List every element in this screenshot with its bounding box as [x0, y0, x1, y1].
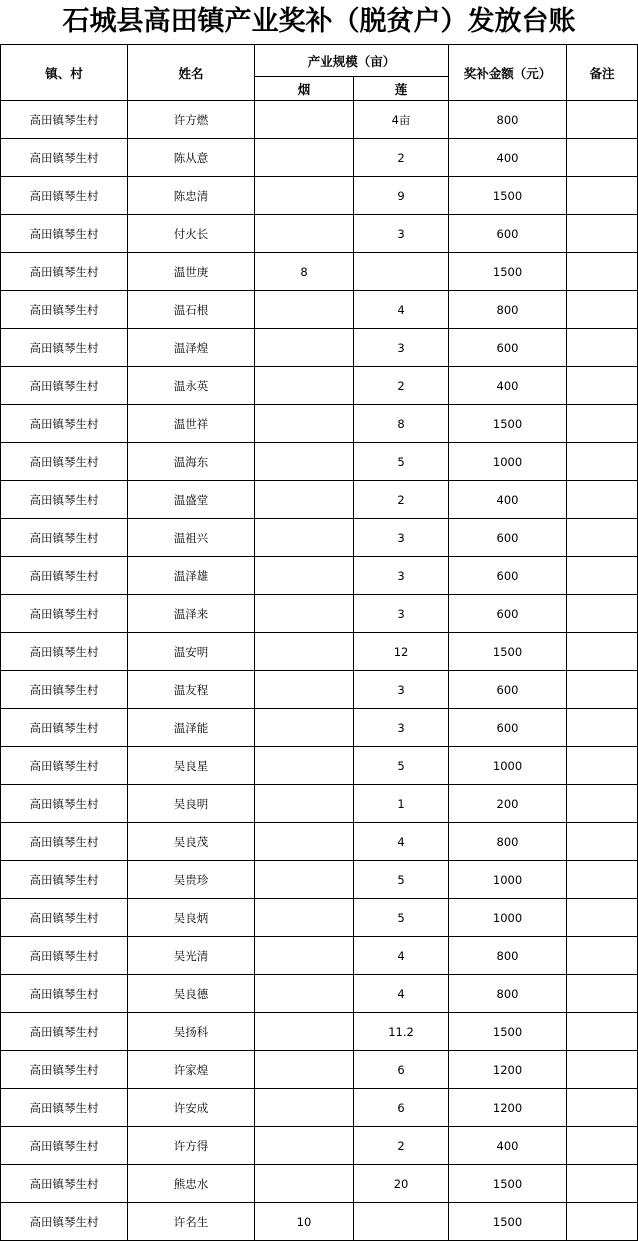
cell-town-village: 高田镇琴生村	[1, 1165, 128, 1203]
cell-lotus-scale: 3	[354, 329, 449, 367]
cell-town-village: 高田镇琴生村	[1, 747, 128, 785]
cell-remark	[567, 937, 638, 975]
cell-town-village: 高田镇琴生村	[1, 1051, 128, 1089]
table-row	[1, 823, 638, 861]
cell-town-village: 高田镇琴生村	[1, 861, 128, 899]
cell-remark	[567, 595, 638, 633]
cell-lotus-scale: 20	[354, 1165, 449, 1203]
cell-remark	[567, 1013, 638, 1051]
cell-town-village: 高田镇琴生村	[1, 823, 128, 861]
cell-town-village: 高田镇琴生村	[1, 101, 128, 139]
table-row	[1, 519, 638, 557]
cell-name: 吴扬科	[128, 1013, 255, 1051]
cell-name: 吴良德	[128, 975, 255, 1013]
cell-remark	[567, 1051, 638, 1089]
cell-town-village: 高田镇琴生村	[1, 899, 128, 937]
cell-name: 吴良炳	[128, 899, 255, 937]
table-row	[1, 1013, 638, 1051]
cell-amount: 600	[449, 329, 567, 367]
cell-name: 温海东	[128, 443, 255, 481]
cell-remark	[567, 443, 638, 481]
cell-remark	[567, 139, 638, 177]
cell-lotus-scale: 4	[354, 291, 449, 329]
cell-name: 许方得	[128, 1127, 255, 1165]
cell-lotus-scale: 5	[354, 899, 449, 937]
cell-lotus-scale: 11.2	[354, 1013, 449, 1051]
cell-amount: 600	[449, 709, 567, 747]
cell-tobacco-scale	[255, 139, 354, 177]
cell-amount: 1500	[449, 253, 567, 291]
cell-amount: 800	[449, 291, 567, 329]
header-tobacco: 烟	[255, 77, 354, 101]
cell-name: 付火长	[128, 215, 255, 253]
header-amount: 奖补金额（元）	[449, 45, 567, 101]
cell-amount: 1500	[449, 177, 567, 215]
cell-amount: 1000	[449, 443, 567, 481]
cell-tobacco-scale	[255, 785, 354, 823]
table-row	[1, 291, 638, 329]
cell-remark	[567, 557, 638, 595]
cell-lotus-scale: 9	[354, 177, 449, 215]
cell-amount: 1500	[449, 405, 567, 443]
cell-lotus-scale: 5	[354, 443, 449, 481]
header-lotus: 莲	[354, 77, 449, 101]
table-row	[1, 481, 638, 519]
cell-lotus-scale: 5	[354, 747, 449, 785]
cell-name: 温世祥	[128, 405, 255, 443]
cell-town-village: 高田镇琴生村	[1, 291, 128, 329]
cell-amount: 1500	[449, 1165, 567, 1203]
cell-town-village: 高田镇琴生村	[1, 785, 128, 823]
cell-tobacco-scale	[255, 291, 354, 329]
cell-town-village: 高田镇琴生村	[1, 215, 128, 253]
cell-tobacco-scale	[255, 519, 354, 557]
table-row	[1, 139, 638, 177]
cell-name: 温泽能	[128, 709, 255, 747]
cell-remark	[567, 367, 638, 405]
cell-amount: 400	[449, 367, 567, 405]
cell-tobacco-scale: 8	[255, 253, 354, 291]
cell-name: 吴良星	[128, 747, 255, 785]
cell-remark	[567, 861, 638, 899]
cell-tobacco-scale	[255, 329, 354, 367]
cell-tobacco-scale	[255, 633, 354, 671]
cell-lotus-scale: 2	[354, 139, 449, 177]
cell-remark	[567, 1165, 638, 1203]
cell-remark	[567, 823, 638, 861]
cell-tobacco-scale	[255, 671, 354, 709]
cell-name: 温盛堂	[128, 481, 255, 519]
cell-town-village: 高田镇琴生村	[1, 633, 128, 671]
cell-remark	[567, 291, 638, 329]
cell-town-village: 高田镇琴生村	[1, 1203, 128, 1241]
cell-tobacco-scale	[255, 481, 354, 519]
cell-name: 温泽来	[128, 595, 255, 633]
cell-tobacco-scale	[255, 367, 354, 405]
cell-remark	[567, 405, 638, 443]
header-town-village: 镇、村	[1, 45, 128, 101]
table-row	[1, 975, 638, 1013]
header-name: 姓名	[128, 45, 255, 101]
cell-town-village: 高田镇琴生村	[1, 595, 128, 633]
cell-amount: 400	[449, 481, 567, 519]
table-row	[1, 329, 638, 367]
cell-tobacco-scale	[255, 1051, 354, 1089]
cell-amount: 400	[449, 1127, 567, 1165]
cell-lotus-scale: 6	[354, 1089, 449, 1127]
cell-name: 陈忠清	[128, 177, 255, 215]
cell-tobacco-scale	[255, 1165, 354, 1203]
cell-name: 温石根	[128, 291, 255, 329]
cell-town-village: 高田镇琴生村	[1, 1127, 128, 1165]
cell-remark	[567, 1127, 638, 1165]
cell-amount: 600	[449, 519, 567, 557]
cell-amount: 600	[449, 671, 567, 709]
cell-tobacco-scale	[255, 557, 354, 595]
header-scale: 产业规模（亩）	[255, 45, 449, 77]
cell-tobacco-scale	[255, 443, 354, 481]
cell-town-village: 高田镇琴生村	[1, 443, 128, 481]
cell-tobacco-scale	[255, 1127, 354, 1165]
table-row	[1, 405, 638, 443]
cell-name: 温祖兴	[128, 519, 255, 557]
cell-remark	[567, 253, 638, 291]
table-row	[1, 937, 638, 975]
table-row	[1, 177, 638, 215]
cell-remark	[567, 519, 638, 557]
cell-name: 温世庚	[128, 253, 255, 291]
cell-lotus-scale	[354, 1203, 449, 1241]
table-row	[1, 367, 638, 405]
cell-remark	[567, 709, 638, 747]
table-body	[1, 101, 638, 1241]
cell-name: 温友程	[128, 671, 255, 709]
cell-amount: 800	[449, 823, 567, 861]
cell-amount: 1500	[449, 633, 567, 671]
cell-tobacco-scale	[255, 405, 354, 443]
cell-name: 吴良茂	[128, 823, 255, 861]
cell-remark	[567, 329, 638, 367]
cell-town-village: 高田镇琴生村	[1, 329, 128, 367]
cell-lotus-scale: 3	[354, 595, 449, 633]
cell-remark	[567, 215, 638, 253]
cell-town-village: 高田镇琴生村	[1, 481, 128, 519]
ledger-table	[0, 44, 638, 1241]
cell-name: 温泽煌	[128, 329, 255, 367]
cell-town-village: 高田镇琴生村	[1, 405, 128, 443]
cell-lotus-scale: 1	[354, 785, 449, 823]
table-row	[1, 747, 638, 785]
cell-remark	[567, 747, 638, 785]
table-row	[1, 861, 638, 899]
table-row	[1, 1127, 638, 1165]
cell-amount: 1200	[449, 1051, 567, 1089]
cell-remark	[567, 101, 638, 139]
cell-tobacco-scale	[255, 937, 354, 975]
cell-tobacco-scale	[255, 1089, 354, 1127]
cell-amount: 600	[449, 595, 567, 633]
cell-tobacco-scale	[255, 215, 354, 253]
cell-lotus-scale: 6	[354, 1051, 449, 1089]
cell-remark	[567, 481, 638, 519]
cell-tobacco-scale	[255, 1013, 354, 1051]
cell-tobacco-scale	[255, 177, 354, 215]
cell-lotus-scale: 3	[354, 519, 449, 557]
cell-remark	[567, 899, 638, 937]
cell-lotus-scale: 3	[354, 671, 449, 709]
cell-tobacco-scale	[255, 975, 354, 1013]
cell-lotus-scale: 12	[354, 633, 449, 671]
cell-amount: 800	[449, 975, 567, 1013]
cell-amount: 1500	[449, 1203, 567, 1241]
cell-lotus-scale: 8	[354, 405, 449, 443]
cell-lotus-scale: 3	[354, 709, 449, 747]
cell-town-village: 高田镇琴生村	[1, 671, 128, 709]
table-row	[1, 595, 638, 633]
cell-tobacco-scale: 10	[255, 1203, 354, 1241]
cell-tobacco-scale	[255, 899, 354, 937]
cell-amount: 1000	[449, 747, 567, 785]
cell-lotus-scale: 4	[354, 937, 449, 975]
cell-amount: 1500	[449, 1013, 567, 1051]
cell-name: 许安成	[128, 1089, 255, 1127]
header-remark: 备注	[567, 45, 638, 101]
cell-tobacco-scale	[255, 823, 354, 861]
cell-remark	[567, 1089, 638, 1127]
cell-remark	[567, 633, 638, 671]
cell-amount: 400	[449, 139, 567, 177]
cell-tobacco-scale	[255, 101, 354, 139]
cell-lotus-scale: 3	[354, 557, 449, 595]
cell-town-village: 高田镇琴生村	[1, 1089, 128, 1127]
page-title: 石城县高田镇产业奖补（脱贫户）发放台账	[62, 6, 576, 37]
cell-lotus-scale: 2	[354, 367, 449, 405]
cell-lotus-scale: 2	[354, 1127, 449, 1165]
cell-town-village: 高田镇琴生村	[1, 709, 128, 747]
table-header	[1, 45, 638, 101]
cell-town-village: 高田镇琴生村	[1, 975, 128, 1013]
cell-town-village: 高田镇琴生村	[1, 557, 128, 595]
cell-lotus-scale: 2	[354, 481, 449, 519]
cell-town-village: 高田镇琴生村	[1, 937, 128, 975]
cell-lotus-scale: 5	[354, 861, 449, 899]
cell-town-village: 高田镇琴生村	[1, 519, 128, 557]
cell-name: 许名生	[128, 1203, 255, 1241]
cell-name: 吴光清	[128, 937, 255, 975]
table-row	[1, 785, 638, 823]
table-row	[1, 1089, 638, 1127]
cell-remark	[567, 671, 638, 709]
cell-amount: 800	[449, 937, 567, 975]
table-row	[1, 101, 638, 139]
cell-lotus-scale: 3	[354, 215, 449, 253]
cell-name: 吴良明	[128, 785, 255, 823]
cell-lotus-scale: 4	[354, 823, 449, 861]
table-row	[1, 253, 638, 291]
table-row	[1, 899, 638, 937]
cell-name: 陈从意	[128, 139, 255, 177]
table-row	[1, 443, 638, 481]
cell-remark	[567, 975, 638, 1013]
cell-tobacco-scale	[255, 709, 354, 747]
table-row	[1, 557, 638, 595]
cell-remark	[567, 177, 638, 215]
cell-tobacco-scale	[255, 595, 354, 633]
cell-town-village: 高田镇琴生村	[1, 253, 128, 291]
cell-name: 许家煌	[128, 1051, 255, 1089]
cell-name: 吴贵珍	[128, 861, 255, 899]
cell-town-village: 高田镇琴生村	[1, 177, 128, 215]
cell-amount: 600	[449, 557, 567, 595]
cell-name: 许方燃	[128, 101, 255, 139]
cell-amount: 200	[449, 785, 567, 823]
table-row	[1, 1203, 638, 1241]
table-row	[1, 633, 638, 671]
cell-amount: 600	[449, 215, 567, 253]
table-row	[1, 215, 638, 253]
cell-amount: 1200	[449, 1089, 567, 1127]
cell-name: 温安明	[128, 633, 255, 671]
cell-amount: 1000	[449, 861, 567, 899]
cell-amount: 800	[449, 101, 567, 139]
cell-tobacco-scale	[255, 747, 354, 785]
cell-name: 温永英	[128, 367, 255, 405]
cell-town-village: 高田镇琴生村	[1, 139, 128, 177]
cell-lotus-scale	[354, 253, 449, 291]
table-row	[1, 1165, 638, 1203]
cell-amount: 1000	[449, 899, 567, 937]
cell-name: 熊忠水	[128, 1165, 255, 1203]
cell-town-village: 高田镇琴生村	[1, 367, 128, 405]
cell-lotus-scale: 4	[354, 975, 449, 1013]
cell-town-village: 高田镇琴生村	[1, 1013, 128, 1051]
cell-remark	[567, 785, 638, 823]
table-row	[1, 671, 638, 709]
cell-lotus-scale: 4亩	[354, 101, 449, 139]
cell-remark	[567, 1203, 638, 1241]
table-row	[1, 1051, 638, 1089]
cell-tobacco-scale	[255, 861, 354, 899]
cell-name: 温泽雄	[128, 557, 255, 595]
table-row	[1, 709, 638, 747]
